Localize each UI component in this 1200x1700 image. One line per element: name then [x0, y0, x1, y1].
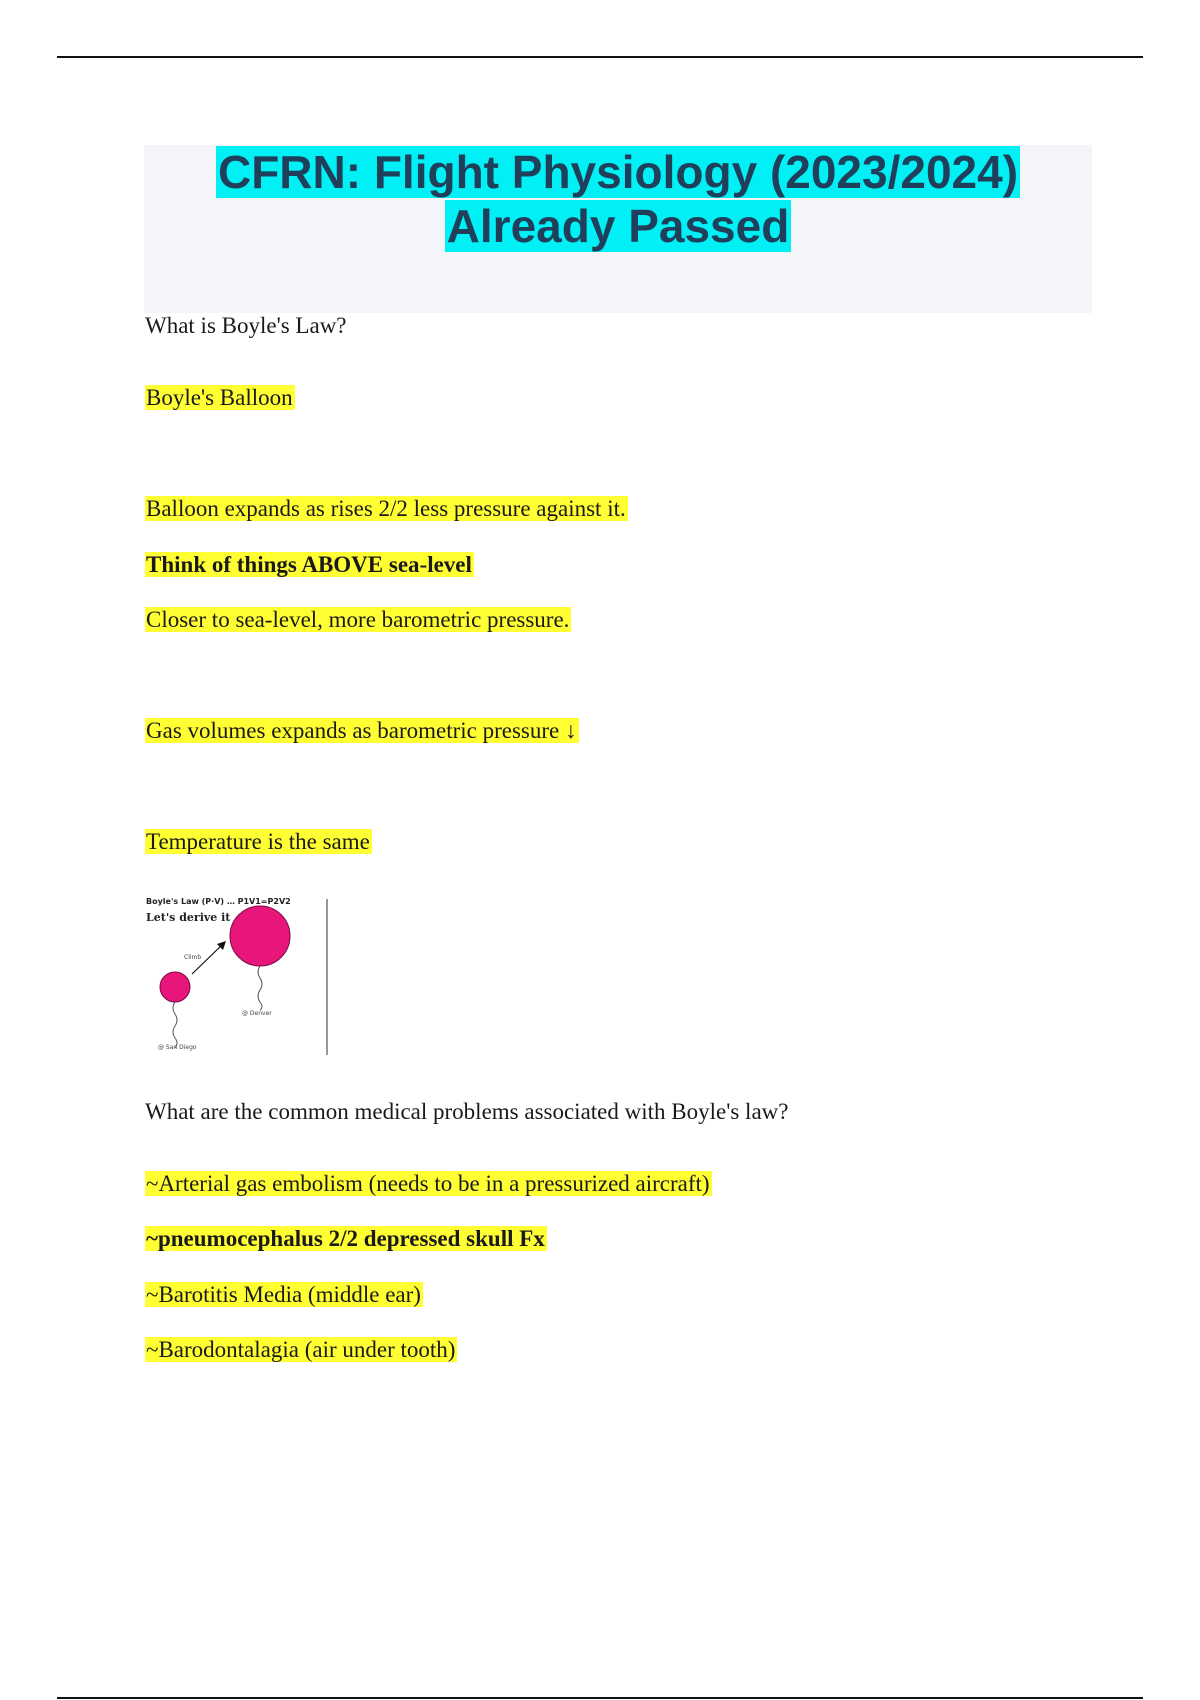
answer-text: Temperature is the same — [146, 829, 370, 854]
answer-text: ~Barotitis Media (middle ear) — [146, 1282, 421, 1307]
answer-line — [145, 605, 571, 635]
answer-line — [145, 494, 628, 524]
answer-text: ~Arterial gas embolism (needs to be in a pressurized aircraft) — [146, 1171, 710, 1196]
answer-line — [145, 716, 579, 746]
small-balloon-string — [173, 1002, 177, 1048]
question-boyles-law: What is Boyle's Law? — [145, 313, 347, 338]
figure-header-2: Let's derive it — [146, 911, 231, 924]
bottom-rule — [57, 1697, 1143, 1699]
answer-text: Think of things ABOVE sea-level — [146, 552, 472, 577]
answer-line — [145, 827, 372, 857]
boyles-law-balloon-figure — [146, 897, 330, 1055]
answer-line — [145, 1169, 712, 1199]
arrow-label: Climb — [184, 954, 202, 961]
large-balloon-label: @ Denver — [242, 1010, 272, 1017]
answer-text: ~pneumocephalus 2/2 depressed skull Fx — [146, 1226, 545, 1251]
answer-line — [145, 550, 474, 580]
answer-text: ~Barodontalagia (air under tooth) — [146, 1337, 456, 1362]
answer-line — [145, 1335, 457, 1365]
answer-text: Gas volumes expands as barometric pressure ↓ — [146, 718, 577, 743]
small-balloon-label: @ San Diego — [158, 1044, 197, 1051]
answer-line — [145, 1224, 547, 1254]
top-rule — [57, 56, 1143, 58]
title-line-2: Already Passed — [446, 200, 790, 252]
small-balloon — [160, 972, 190, 1002]
answer-text: Boyle's Balloon — [146, 385, 293, 410]
large-balloon-string — [258, 966, 262, 1010]
answer-line — [145, 1280, 423, 1310]
balloon-diagram-icon — [146, 897, 330, 1055]
answer-text: Balloon expands as rises 2/2 less pressure against it. — [146, 496, 626, 521]
title-banner — [144, 145, 1092, 313]
figure-header-1: Boyle's Law (P·V) … P1V1=P2V2 — [146, 897, 291, 906]
large-balloon — [230, 906, 290, 966]
answer-line — [145, 383, 295, 413]
answer-text: Closer to sea-level, more barometric pressure. — [146, 607, 570, 632]
title-line-1: CFRN: Flight Physiology (2023/2024) — [217, 146, 1019, 198]
document-title — [144, 145, 1092, 253]
question-medical-problems: What are the common medical problems associated with Boyle's law? — [145, 1099, 789, 1124]
